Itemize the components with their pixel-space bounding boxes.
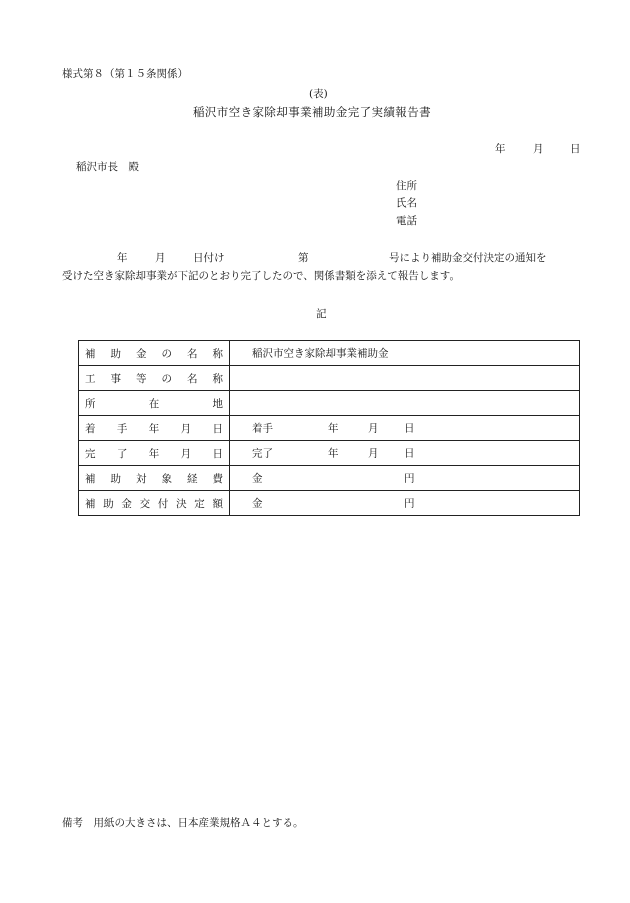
document-title: 稲沢市空き家除却事業補助金完了実績報告書 — [193, 105, 431, 119]
table-row — [79, 416, 580, 441]
location-value — [230, 391, 580, 416]
completion-day: 日 — [404, 447, 415, 460]
body-line1-rest: 号により補助金交付決定の通知を — [389, 252, 547, 264]
body-month: 月 — [155, 252, 166, 264]
eligible-cost-unit: 円 — [404, 472, 415, 485]
work-name-value — [230, 366, 580, 391]
body-number-prefix: 第 — [298, 252, 309, 264]
table-row — [79, 491, 580, 516]
start-day: 日 — [404, 422, 415, 435]
report-table — [78, 340, 580, 516]
table-row — [79, 366, 580, 391]
table-row — [79, 441, 580, 466]
date-month: 月 — [533, 143, 544, 155]
completion-prefix: 完了 — [252, 447, 273, 460]
table-row — [79, 341, 580, 366]
start-year: 年 — [328, 422, 339, 435]
row-label-work-name: 工事等の名称 — [85, 372, 223, 385]
body-line2: 受けた空き家除却事業が下記のとおり完了したので、関係書類を添えて報告します。 — [62, 270, 460, 282]
date-year: 年 — [495, 143, 506, 155]
completion-year: 年 — [328, 447, 339, 460]
ki-marker: 記 — [316, 308, 327, 320]
row-label-completion-date: 完了年月日 — [85, 447, 223, 460]
footer-note: 備考 用紙の大きさは、日本産業規格Ａ４とする。 — [62, 817, 304, 829]
grant-amount-unit: 円 — [404, 497, 415, 510]
row-label-start-date: 着手年月日 — [85, 422, 223, 435]
body-year: 年 — [117, 252, 128, 264]
table-row — [79, 391, 580, 416]
table-row — [79, 466, 580, 491]
row-label-eligible-cost: 補助対象経費 — [85, 472, 223, 485]
side-label: (表) — [309, 88, 328, 100]
applicant-name-label: 氏名 — [396, 197, 417, 209]
eligible-cost-prefix: 金 — [252, 472, 263, 485]
row-label-location: 所在地 — [85, 397, 223, 410]
row-label-grant-amount: 補助金交付決定額 — [85, 497, 223, 510]
date-day: 日 — [570, 143, 581, 155]
form-reference: 様式第８（第１５条関係） — [62, 68, 188, 80]
addressee: 稲沢市長 殿 — [76, 161, 139, 173]
body-date-suffix: 日付け — [193, 252, 225, 264]
completion-month: 月 — [368, 447, 379, 460]
start-month: 月 — [368, 422, 379, 435]
grant-amount-prefix: 金 — [252, 497, 263, 510]
applicant-phone-label: 電話 — [396, 215, 417, 227]
subsidy-name-value: 稲沢市空き家除却事業補助金 — [252, 347, 389, 360]
row-label-subsidy-name: 補助金の名称 — [85, 347, 223, 360]
applicant-address-label: 住所 — [396, 180, 417, 192]
start-prefix: 着手 — [252, 422, 273, 435]
